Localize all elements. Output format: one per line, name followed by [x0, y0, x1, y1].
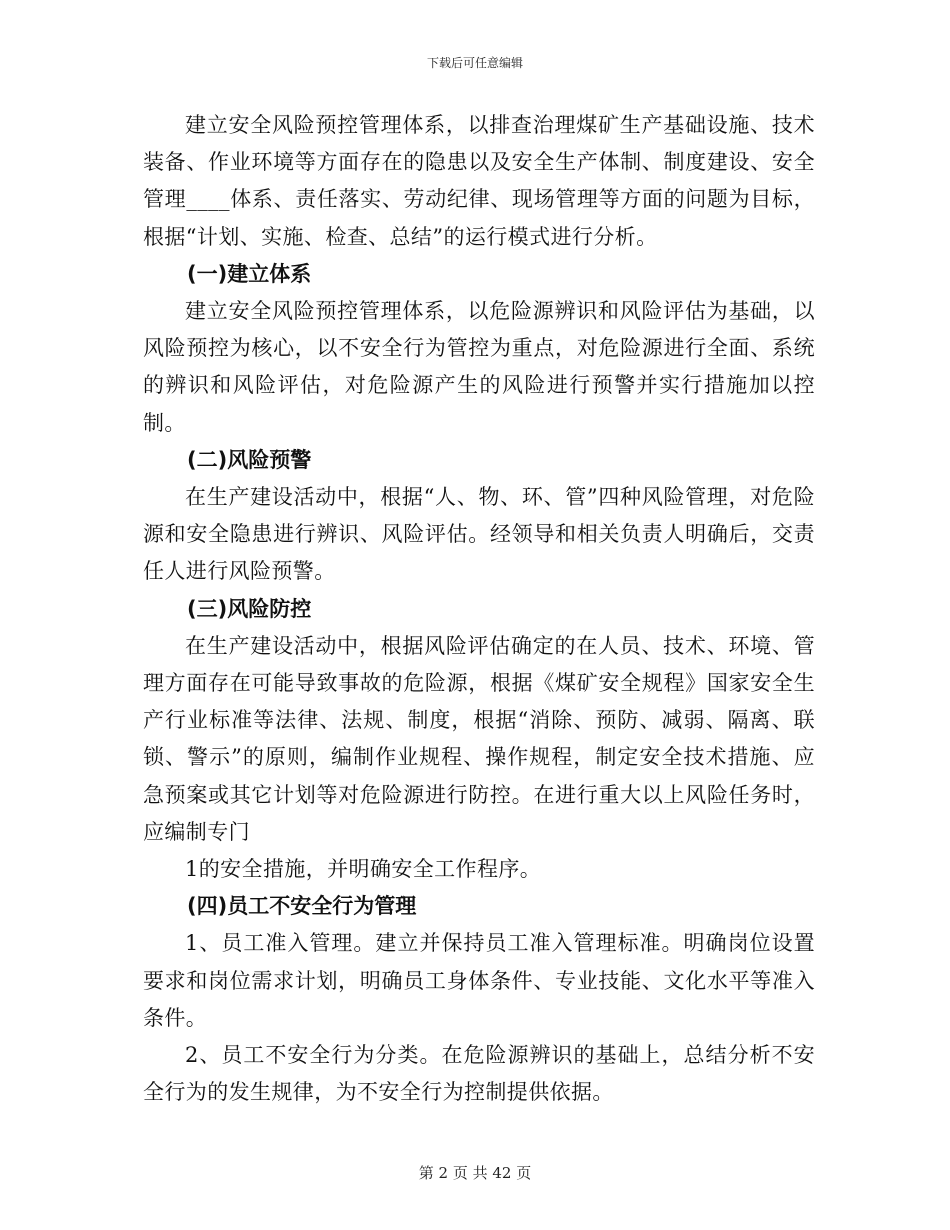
section-heading-4: (四)员工不安全行为管理	[187, 894, 417, 919]
section-heading-1: (一)建立体系	[187, 261, 312, 286]
document-body	[143, 107, 815, 1111]
paragraph-warning: 在生产建设活动中，根据“人、物、环、管”四种风险管理，对危险源和安全隐患进行辨识、风险评估。经领导和相关负责人明确后，交责任人进行风险预警。	[143, 485, 815, 584]
page-number: 第 2 页 共 42 页	[418, 1164, 532, 1182]
section-heading-3: (三)风险防控	[187, 596, 312, 621]
paragraph-classification: 2、员工不安全行为分类。在危险源辨识的基础上，总结分析不安全行为的发生规律，为不安全行为控制提供依据。	[143, 1043, 815, 1105]
paragraph-intro: 建立安全风险预控管理体系，以排查治理煤矿生产基础设施、技术装备、作业环境等方面存在的隐患以及安全生产体制、制度建设、安全管理____体系、责任落实、劳动纪律、现场管理等方面的问题为目标，根据“计划、实施、检查、总结”的运行模式进行分析。	[143, 113, 815, 249]
paragraph-admission: 1、员工准入管理。建立并保持员工准入管理标准。明确岗位设置要求和岗位需求计划，明确员工身体条件、专业技能、文化水平等准入条件。	[143, 931, 815, 1030]
paragraph-measures: 1的安全措施，并明确安全工作程序。	[185, 857, 542, 882]
section-heading-2: (二)风险预警	[187, 447, 312, 472]
paragraph-control: 在生产建设活动中，根据风险评估确定的在人员、技术、环境、管理方面存在可能导致事故的危险源，根据《煤矿安全规程》国家安全生产行业标准等法律、法规、制度，根据“消除、预防、减弱、隔离、联锁、警示”的原则，编制作业规程、操作规程，制定安全技术措施、应急预案或其它计划等对危险源进行防控。在进行重大以上风险任务时，应编制专门	[143, 633, 815, 844]
page-header-note: 下载后可任意编辑	[426, 56, 523, 70]
paragraph-system: 建立安全风险预控管理体系，以危险源辨识和风险评估为基础，以风险预控为核心，以不安全行为管控为重点，对危险源进行全面、系统的辨识和风险评估，对危险源产生的风险进行预警并实行措施加以控制。	[143, 299, 815, 435]
